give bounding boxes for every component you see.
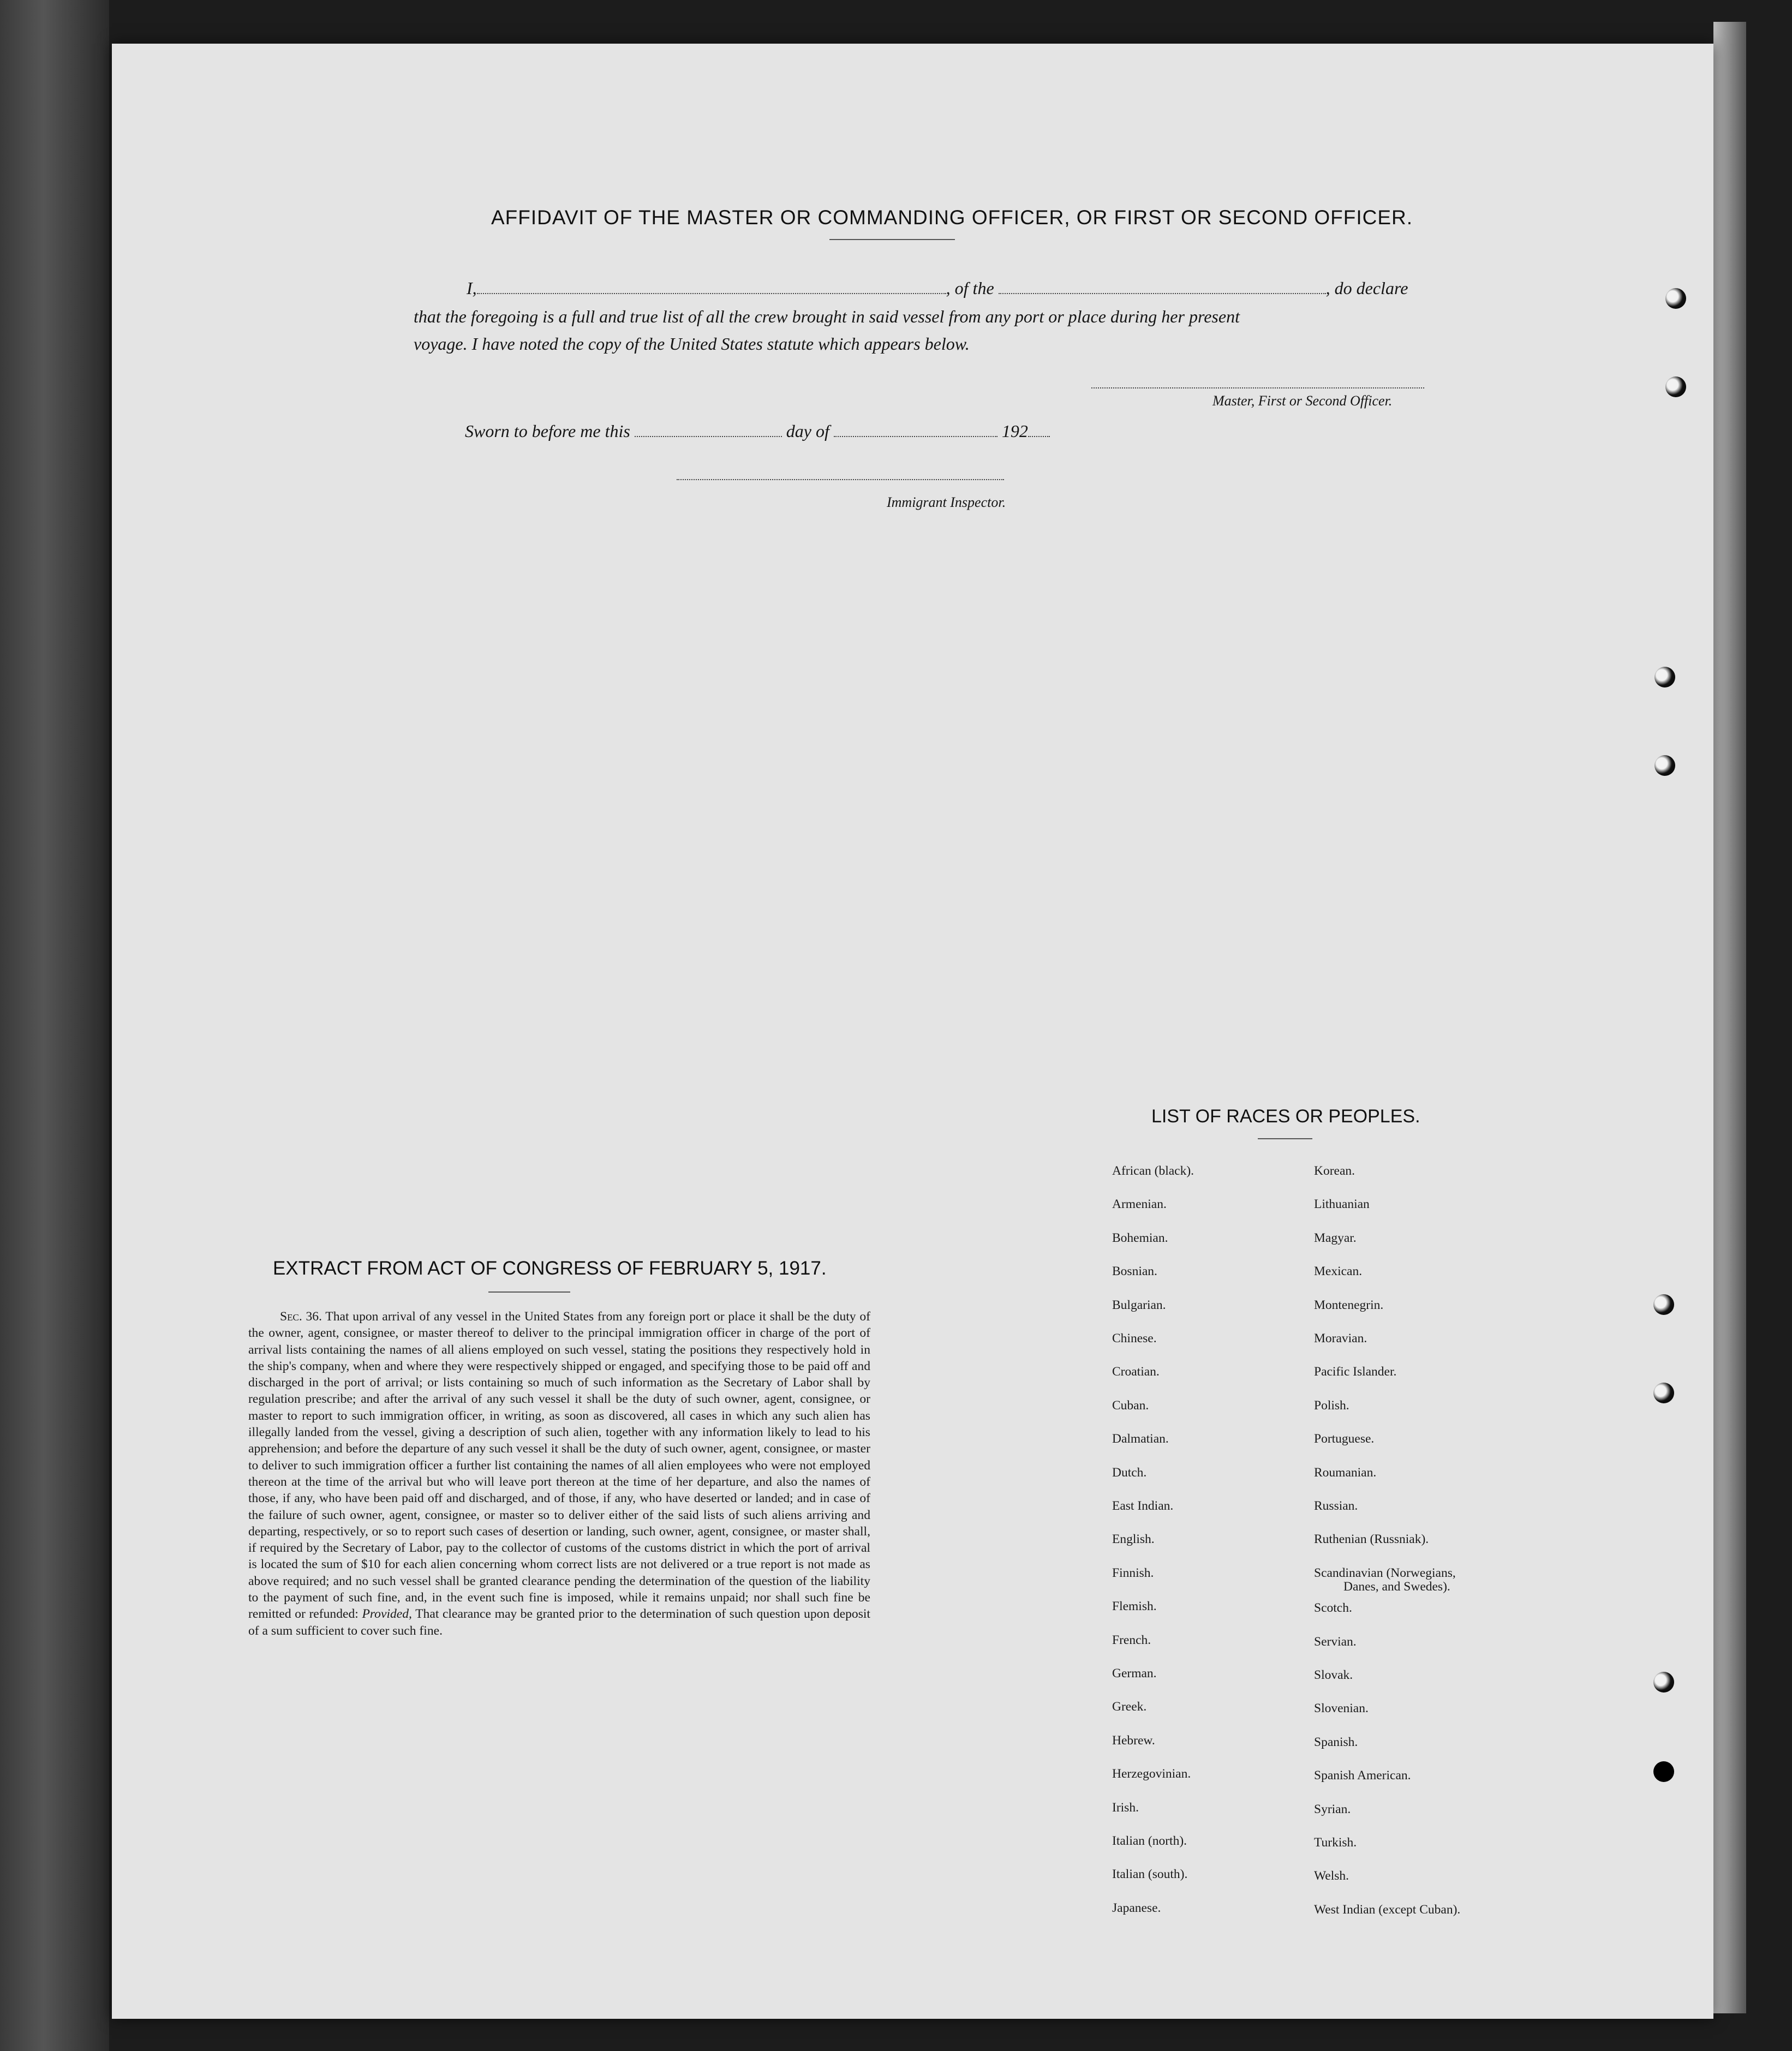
race-item: English. <box>1112 1532 1155 1547</box>
year-prefix: 192 <box>1001 421 1028 441</box>
race-item: Polish. <box>1314 1398 1349 1413</box>
punch-hole <box>1653 1383 1674 1403</box>
heading-rule <box>829 239 955 240</box>
extract-text-main: 36. That upon arrival of any vessel in the United States from any foreign port or place it shall be the duty of the owner, agent, consignee, or master thereof to deliver to the principal immigration officer in charge of the port of arrival lists containing the names of all aliens employed on such vessel, stating the positions they respectively hold in the ship's company, when and where they were respectively shipped or engaged, and specifying those to be paid off and discharged in the port of arrival; or lists containing so much of such information as the Secretary of Labor shall by regulation prescribe; and after the arrival of any such vessel it shall be the duty of such owner, agent, consignee, or master to report to such immigration officer, in writing, as soon as discovered, all cases in which any such alien has illegally landed from the vessel, giving a description of such alien, together with any information likely to lead to his apprehension; and before the departure of any such vessel it shall be the duty of such owner, agent, consignee, or master to deliver to such immigration officer a further list containing the names of all alien employees who were not employed thereon at the time of the arrival but who will leave port thereon at the time of her departure, and also the names of those, if any, who have been paid off and discharged, and of those, if any, who have deserted or landed; and in case of the failure of such owner, agent, consignee, or master so to deliver either of the said lists of such aliens arriving and departing, respectively, or so to report such cases of desertion or landing, such owner, agent, consignee, or master shall, if required by the Secretary of Labor, pay to the collector of customs of the customs district in which the port of arrival is located the sum of $10 for each alien concerning whom correct lists are not delivered or a true report is not made as above required; and no such vessel shall be granted clearance pending the determination of the question of the liability to the payment of such fine, and, in the event such fine is imposed, while it remains unpaid; nor shall such fine be remitted or refunded: <box>248 1309 870 1622</box>
race-item: Croatian. <box>1112 1365 1160 1379</box>
race-item: Syrian. <box>1314 1802 1351 1816</box>
race-item: Welsh. <box>1314 1869 1349 1883</box>
punch-hole <box>1665 376 1686 397</box>
punch-hole <box>1653 1672 1674 1693</box>
statement-line-1: that the foregoing is a full and true list of all the crew brought in said vessel from any port or place during her present <box>414 307 1240 326</box>
race-item: German. <box>1112 1666 1157 1681</box>
inspector-label: Immigrant Inspector. <box>887 494 1006 510</box>
affidavit-heading: AFFIDAVIT OF THE MASTER OR COMMANDING OFFICER, OR FIRST OR SECOND OFFICER. <box>491 206 1413 229</box>
race-item: Scandinavian (Norwegians, <box>1314 1565 1456 1580</box>
statement-line-2: voyage. I have noted the copy of the United States statute which appears below. <box>414 334 970 354</box>
race-item: Dutch. <box>1112 1465 1147 1480</box>
race-item: Cuban. <box>1112 1398 1149 1413</box>
race-item: Servian. <box>1314 1634 1357 1649</box>
races-heading: LIST OF RACES OR PEOPLES. <box>1151 1106 1420 1127</box>
race-item: Spanish. <box>1314 1735 1358 1749</box>
race-item: Lithuanian <box>1314 1197 1370 1212</box>
race-item: Italian (north). <box>1112 1834 1187 1848</box>
punch-hole <box>1653 1294 1674 1315</box>
binder-strip <box>0 0 109 2051</box>
race-item: Mexican. <box>1314 1264 1363 1279</box>
race-item: Korean. <box>1314 1164 1355 1178</box>
do-declare-label: , do declare <box>1325 278 1408 298</box>
race-item: Russian. <box>1314 1499 1358 1513</box>
race-item: Slovak. <box>1314 1668 1353 1682</box>
race-item: Turkish. <box>1314 1835 1357 1850</box>
race-item: Hebrew. <box>1112 1733 1155 1748</box>
punch-hole <box>1654 667 1675 687</box>
race-item: Bohemian. <box>1112 1230 1168 1245</box>
race-item: Magyar. <box>1314 1230 1357 1245</box>
race-item: Irish. <box>1112 1800 1139 1815</box>
race-item: Armenian. <box>1112 1197 1167 1212</box>
race-item: African (black). <box>1112 1164 1194 1178</box>
race-item: Slovenian. <box>1314 1701 1369 1716</box>
race-item: West Indian (except Cuban). <box>1314 1902 1461 1917</box>
race-item: Roumanian. <box>1314 1465 1377 1480</box>
race-item: Ruthenian (Russniak). <box>1314 1532 1429 1547</box>
i-label: I, <box>467 278 477 298</box>
extract-body <box>248 1308 870 1639</box>
page-edge <box>1713 22 1746 2013</box>
extract-text-end: That clearance may be granted prior to the determination of such question upon deposit of a sum sufficient to cover such fine. <box>248 1607 870 1638</box>
day-of-label: day of <box>786 421 829 441</box>
race-item: French. <box>1112 1633 1151 1647</box>
sworn-day-field[interactable] <box>635 436 782 437</box>
master-signature-field[interactable] <box>1091 387 1424 388</box>
race-item: Japanese. <box>1112 1900 1161 1915</box>
section-label: Sec. <box>280 1309 302 1324</box>
heading-rule <box>488 1291 570 1293</box>
extract-heading: EXTRACT FROM ACT OF CONGRESS OF FEBRUARY 5, 1917. <box>273 1258 827 1279</box>
race-item: Flemish. <box>1112 1599 1157 1614</box>
punch-hole <box>1653 1761 1674 1782</box>
race-item: Moravian. <box>1314 1331 1367 1346</box>
punch-hole <box>1654 755 1675 776</box>
master-name-field[interactable] <box>477 293 946 294</box>
race-item: East Indian. <box>1112 1499 1174 1513</box>
provided-label: Provided, <box>362 1607 412 1622</box>
declaration-line <box>467 278 1408 298</box>
of-the-label: , of the <box>946 278 994 298</box>
sworn-month-field[interactable] <box>834 436 997 437</box>
race-item: Greek. <box>1112 1700 1147 1714</box>
race-item: Pacific Islander. <box>1314 1365 1397 1379</box>
race-item: Portuguese. <box>1314 1432 1375 1446</box>
race-item: Finnish. <box>1112 1565 1154 1580</box>
race-item: Dalmatian. <box>1112 1432 1169 1446</box>
punch-hole <box>1665 288 1686 309</box>
inspector-signature-field[interactable] <box>677 479 1004 480</box>
race-item: Spanish American. <box>1314 1768 1411 1783</box>
sworn-line <box>465 421 1050 441</box>
race-item: Bosnian. <box>1112 1264 1157 1279</box>
sworn-label: Sworn to before me this <box>465 421 630 441</box>
race-item: Scotch. <box>1314 1601 1352 1616</box>
race-item: Montenegrin. <box>1314 1297 1384 1312</box>
race-item-continuation: Danes, and Swedes). <box>1343 1580 1450 1594</box>
race-item: Bulgarian. <box>1112 1297 1166 1312</box>
race-item: Herzegovinian. <box>1112 1767 1191 1781</box>
race-item: Chinese. <box>1112 1331 1157 1346</box>
heading-rule <box>1258 1138 1312 1139</box>
race-item: Italian (south). <box>1112 1867 1188 1882</box>
year-suffix-field[interactable] <box>1028 436 1050 437</box>
master-signature-label: Master, First or Second Officer. <box>1212 393 1393 409</box>
vessel-name-field[interactable] <box>999 293 1326 294</box>
